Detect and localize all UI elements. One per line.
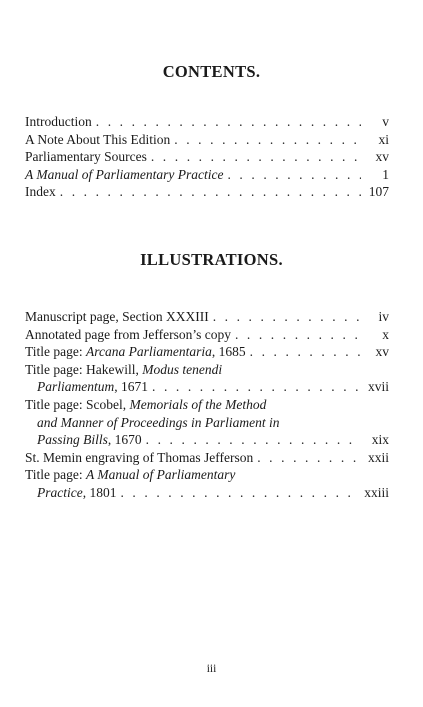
leader-dots <box>235 326 361 344</box>
contents-heading: CONTENTS. <box>162 62 261 81</box>
contents-entry <box>25 131 389 149</box>
leader-dots <box>96 113 361 131</box>
entry-title: St. Memin engraving of Thomas Jefferson <box>25 449 254 465</box>
leader-dots <box>151 148 361 166</box>
illustrations-heading: ILLUSTRATIONS. <box>140 250 283 269</box>
entry-title: Title page: Scobel, Memorials of the Method <box>25 396 267 412</box>
entry-page: iv <box>378 309 389 324</box>
entry-title: Introduction <box>25 114 92 129</box>
leader-dots <box>174 131 361 149</box>
entry-page: v <box>382 114 389 129</box>
page-number: iii <box>206 663 217 675</box>
entry-title: Title page: Arcana Parliamentaria, 1685 <box>25 344 246 360</box>
entry-page: xvii <box>367 379 389 395</box>
entry-title: Title page: Hakewill, Modus tenendi <box>25 361 223 377</box>
entry-page: xv <box>375 344 389 360</box>
leader-dots <box>250 343 361 361</box>
leader-dots <box>146 431 361 449</box>
illustration-entry <box>25 396 389 449</box>
illustration-entry <box>25 361 389 396</box>
illustration-entry <box>25 326 389 344</box>
entry-page: xix <box>371 432 389 448</box>
illustration-entry <box>25 466 389 501</box>
entry-page: 1 <box>382 166 389 182</box>
entry-title: Title page: A Manual of Parliamentary <box>25 467 236 483</box>
illustrations-list <box>25 308 389 502</box>
entry-title: and Manner of Proceedings in Parliament in <box>37 414 280 430</box>
entry-page: xxii <box>367 449 389 465</box>
contents-entry <box>25 183 389 201</box>
entry-title: Parliamentum, 1671 <box>37 379 148 395</box>
contents-entry <box>25 148 389 166</box>
entry-title: Parliamentary Sources <box>25 149 147 165</box>
leader-dots <box>213 308 361 326</box>
entry-title <box>25 166 223 184</box>
contents-entry <box>25 166 389 184</box>
illustration-entry <box>25 308 389 326</box>
entry-title: Manuscript page, Section XXXIII <box>25 309 209 324</box>
entry-title-italic: A Manual of Parliamentary Practice <box>25 166 224 182</box>
entry-page: xxiii <box>364 484 389 500</box>
entry-page: 107 <box>368 184 389 200</box>
contents-entry <box>25 113 389 131</box>
entry-title: Passing Bills, 1670 <box>37 432 142 448</box>
entry-title: Annotated page from Jefferson’s copy <box>25 326 231 342</box>
leader-dots <box>227 166 361 184</box>
entry-page: xi <box>378 131 389 147</box>
leader-dots <box>120 484 360 502</box>
illustration-entry <box>25 343 389 361</box>
leader-dots <box>152 378 361 396</box>
illustration-entry <box>25 449 389 467</box>
contents-list <box>25 113 389 201</box>
leader-dots <box>60 183 361 201</box>
entry-title: Practice, 1801 <box>37 484 117 500</box>
entry-page: x <box>382 326 389 342</box>
leader-dots <box>257 449 361 467</box>
entry-title: Index <box>25 184 56 200</box>
entry-title: A Note About This Edition <box>25 131 171 147</box>
entry-page: xv <box>375 149 389 165</box>
